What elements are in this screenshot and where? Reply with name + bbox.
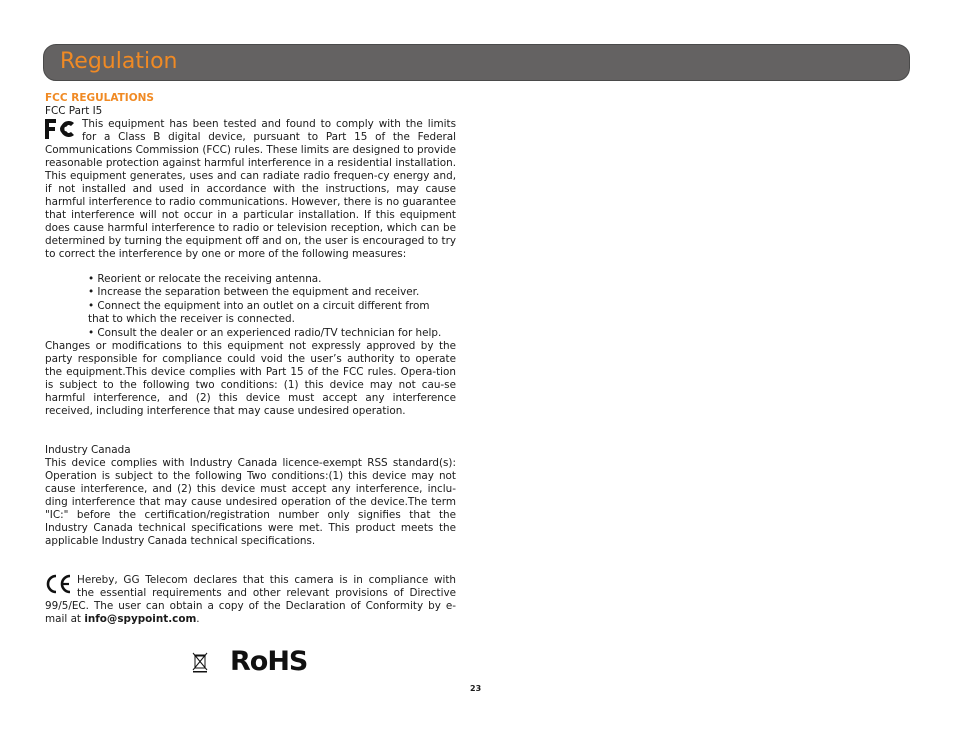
fcc-paragraph-2 [45, 340, 456, 418]
page-number: 23 [470, 684, 482, 693]
ce-line-1: Hereby, GG Telecom declares that this camera is in compliance with [77, 574, 456, 586]
fcc-paragraph-1 [45, 118, 456, 261]
list-item: • Connect the equipment into an outlet on a circuit different from [88, 299, 430, 312]
ce-body-end: . [196, 613, 200, 625]
section-header-bar [43, 44, 910, 81]
fcc-heading: FCC REGULATIONS [45, 92, 154, 104]
list-item: that to which the receiver is connected. [88, 313, 295, 326]
ce-paragraph [45, 574, 456, 626]
list-item: • Reorient or relocate the receiving antenna. [88, 273, 322, 285]
list-item: • Increase the separation between the equipment and receiver. [88, 286, 420, 299]
ce-line-2: the essential requirements and other relevant provisions of Directive [77, 587, 456, 599]
industry-canada-paragraph [45, 457, 456, 548]
fcc-measures-list [88, 273, 458, 340]
fcc-para1-line1: This equipment has been tested and found to comply with the limits [82, 118, 456, 130]
list-item: • Consult the dealer or an experienced radio/TV technician for help. [88, 326, 442, 339]
ce-body [45, 600, 456, 626]
contact-email[interactable]: info@spypoint.com [84, 613, 197, 625]
fcc-part-label: FCC Part I5 [45, 105, 103, 117]
industry-canada-heading: Industry Canada [45, 444, 131, 456]
rohs-logo: RoHS [230, 646, 308, 677]
fcc-para1-body: Communications Commission (FCC) rules. These limits are designed to provide reasonable protection against harmful interference in a residential installation. This equipment generates, uses and can radiate radio frequen-cy energy and, if not installed and used in accordance with the instructions, may cause harmful interference to radio communications. However, there is no guarantee that interference will not occur in a particular installation. If this equipment does cause harmful interference to radio or television reception, which can be determined by turning the equipment off and on, the user is encouraged to try to correct the interference by one or more of the following measures: [45, 144, 456, 260]
fcc-para2-body: Changes or modifications to this equipment not expressly approved by the party responsible for compliance could void the user’s authority to operate the equipment.This device complies with Part 15 of the FCC rules. Opera-tion is subject to the following two conditions: (1) this device may not cau-se harmful interference, and (2) this device must accept any interference received, including interference that may cause undesired operation. [45, 340, 456, 417]
ce-body-text: 99/5/EC. The user can obtain a copy of the Declaration of Conformity by e-mail at [45, 600, 456, 625]
page-title: Regulation [60, 49, 178, 74]
industry-canada-body: This device complies with Industry Canada licence-exempt RSS standard(s): Operation is subject to the following Two conditions:(1) this device may not cause interference, and (2) this device must accept any interference, inclu-ding interference that may cause undesired operation of the device.The term "IC:" before the certification/registration number only signifies that the Industry Canada technical specifications were met. This product meets the applicable Industry Canada technical specifications. [45, 457, 456, 547]
fcc-para1-line2: for a Class B digital device, pursuant to Part 15 of the Federal [82, 131, 456, 143]
crossed-bin-icon [191, 651, 209, 673]
